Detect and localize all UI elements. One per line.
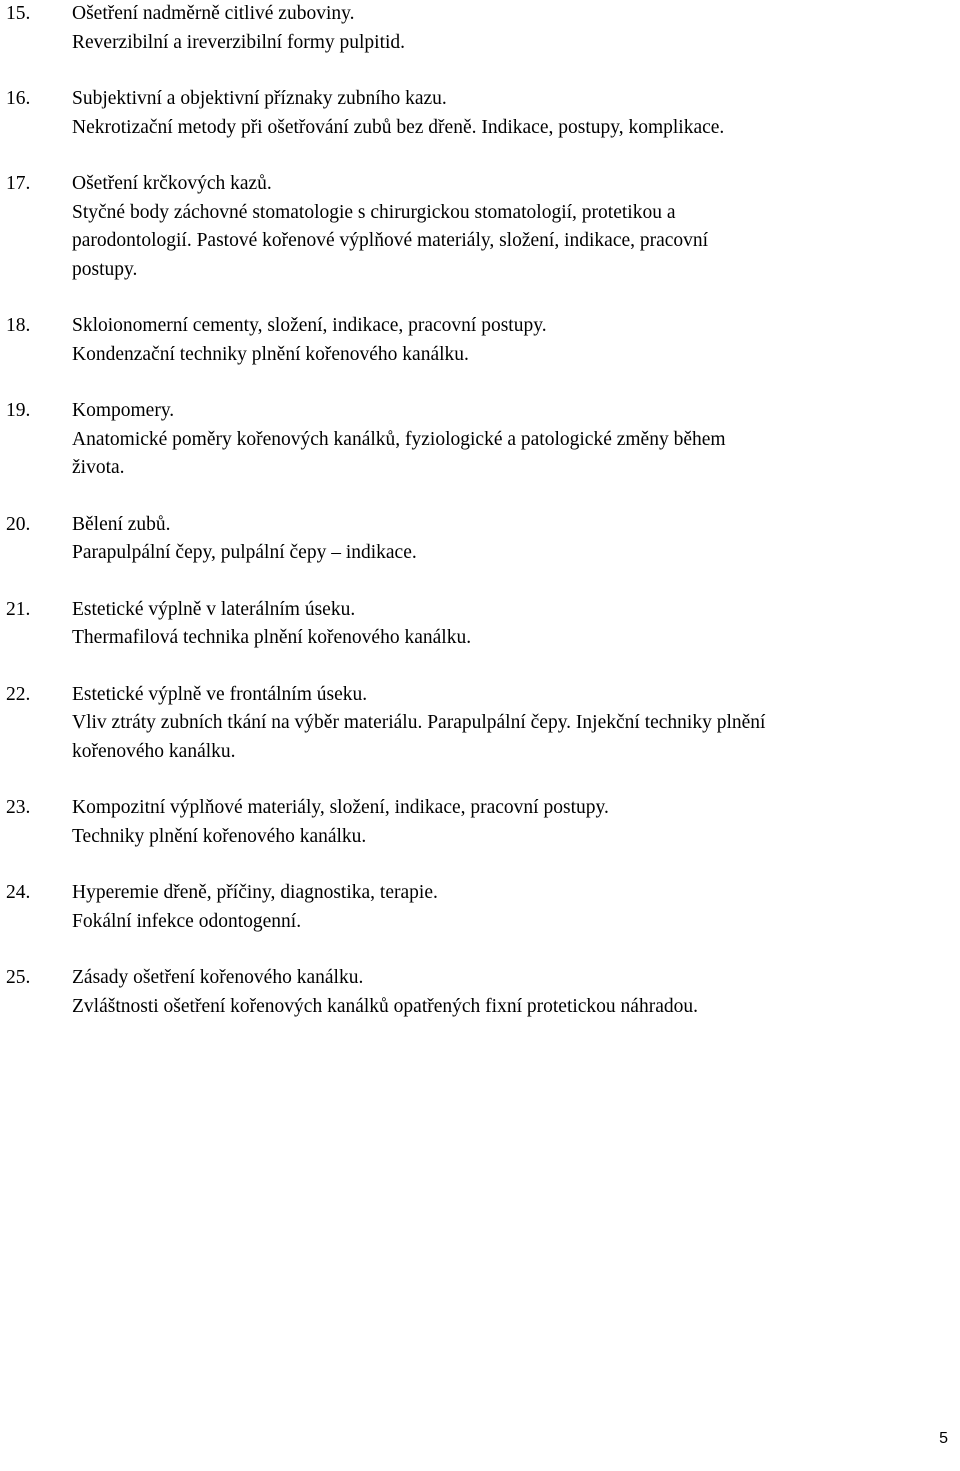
item-line: Nekrotizační metody při ošetřování zubů bez dřeně. Indikace, postupy, komplikace. [72, 116, 725, 138]
item-number: 25. [6, 967, 31, 988]
item-number: 18. [6, 315, 31, 336]
item-line: Estetické výplně ve frontálním úseku. [72, 683, 368, 705]
item-line: Skloionomerní cementy, složení, indikace, pracovní postupy. [72, 315, 547, 336]
list-item [0, 170, 960, 284]
list-item [0, 511, 960, 568]
item-line: života. [72, 457, 125, 478]
item-number: 19. [6, 400, 31, 421]
item-number: 17. [6, 173, 31, 194]
item-line: Kondenzační techniky plnění kořenového kanálku. [72, 343, 469, 365]
item-line: Vliv ztráty zubních tkání na výběr materiálu. Parapulpální čepy. Injekční techniky plnění [72, 712, 766, 733]
item-line: parodontologií. Pastové kořenové výplňové materiály, složení, indikace, pracovní [72, 230, 709, 251]
item-line: Thermafilová technika plnění kořenového kanálku. [72, 627, 472, 648]
item-line: Zvláštnosti ošetření kořenových kanálků opatřených fixní protetickou náhradou. [72, 995, 698, 1017]
item-line: kořenového kanálku. [72, 740, 236, 762]
list-item [0, 596, 960, 653]
item-number: 23. [6, 797, 31, 818]
list-item [0, 85, 960, 142]
item-number: 24. [6, 882, 31, 903]
item-line: Subjektivní a objektivní příznaky zubního kazu. [72, 88, 447, 109]
item-line: Parapulpální čepy, pulpální čepy – indikace. [72, 542, 417, 563]
item-line: Estetické výplně v laterálním úseku. [72, 598, 356, 620]
item-line: postupy. [72, 258, 138, 280]
item-line: Reverzibilní a ireverzibilní formy pulpitid. [72, 31, 406, 53]
page-number: 5 [939, 1430, 948, 1447]
item-line: Kompozitní výplňové materiály, složení, indikace, pracovní postupy. [72, 797, 609, 818]
list-item [0, 879, 960, 936]
item-line: Anatomické poměry kořenových kanálků, fyziologické a patologické změny během [72, 428, 726, 450]
item-line: Techniky plnění kořenového kanálku. [72, 825, 367, 847]
item-number: 20. [6, 513, 31, 535]
item-number: 21. [6, 598, 31, 620]
item-line: Kompomery. [72, 400, 175, 421]
item-number: 15. [6, 3, 31, 24]
item-number: 22. [6, 683, 31, 705]
item-line: Ošetření krčkových kazů. [72, 173, 272, 194]
item-line: Styčné body záchovné stomatologie s chirurgickou stomatologií, protetikou a [72, 201, 676, 223]
item-number: 16. [6, 88, 31, 109]
list-item [0, 681, 960, 767]
item-line: Bělení zubů. [72, 513, 171, 535]
list-item [0, 794, 960, 851]
list-item [0, 312, 960, 369]
item-line: Ošetření nadměrně citlivé zuboviny. [72, 3, 355, 24]
list-item [0, 397, 960, 483]
item-line: Zásady ošetření kořenového kanálku. [72, 967, 364, 988]
item-line: Hyperemie dřeně, příčiny, diagnostika, terapie. [72, 882, 438, 903]
list-item [0, 0, 960, 57]
item-line: Fokální infekce odontogenní. [72, 910, 302, 932]
list-item [0, 964, 960, 1021]
